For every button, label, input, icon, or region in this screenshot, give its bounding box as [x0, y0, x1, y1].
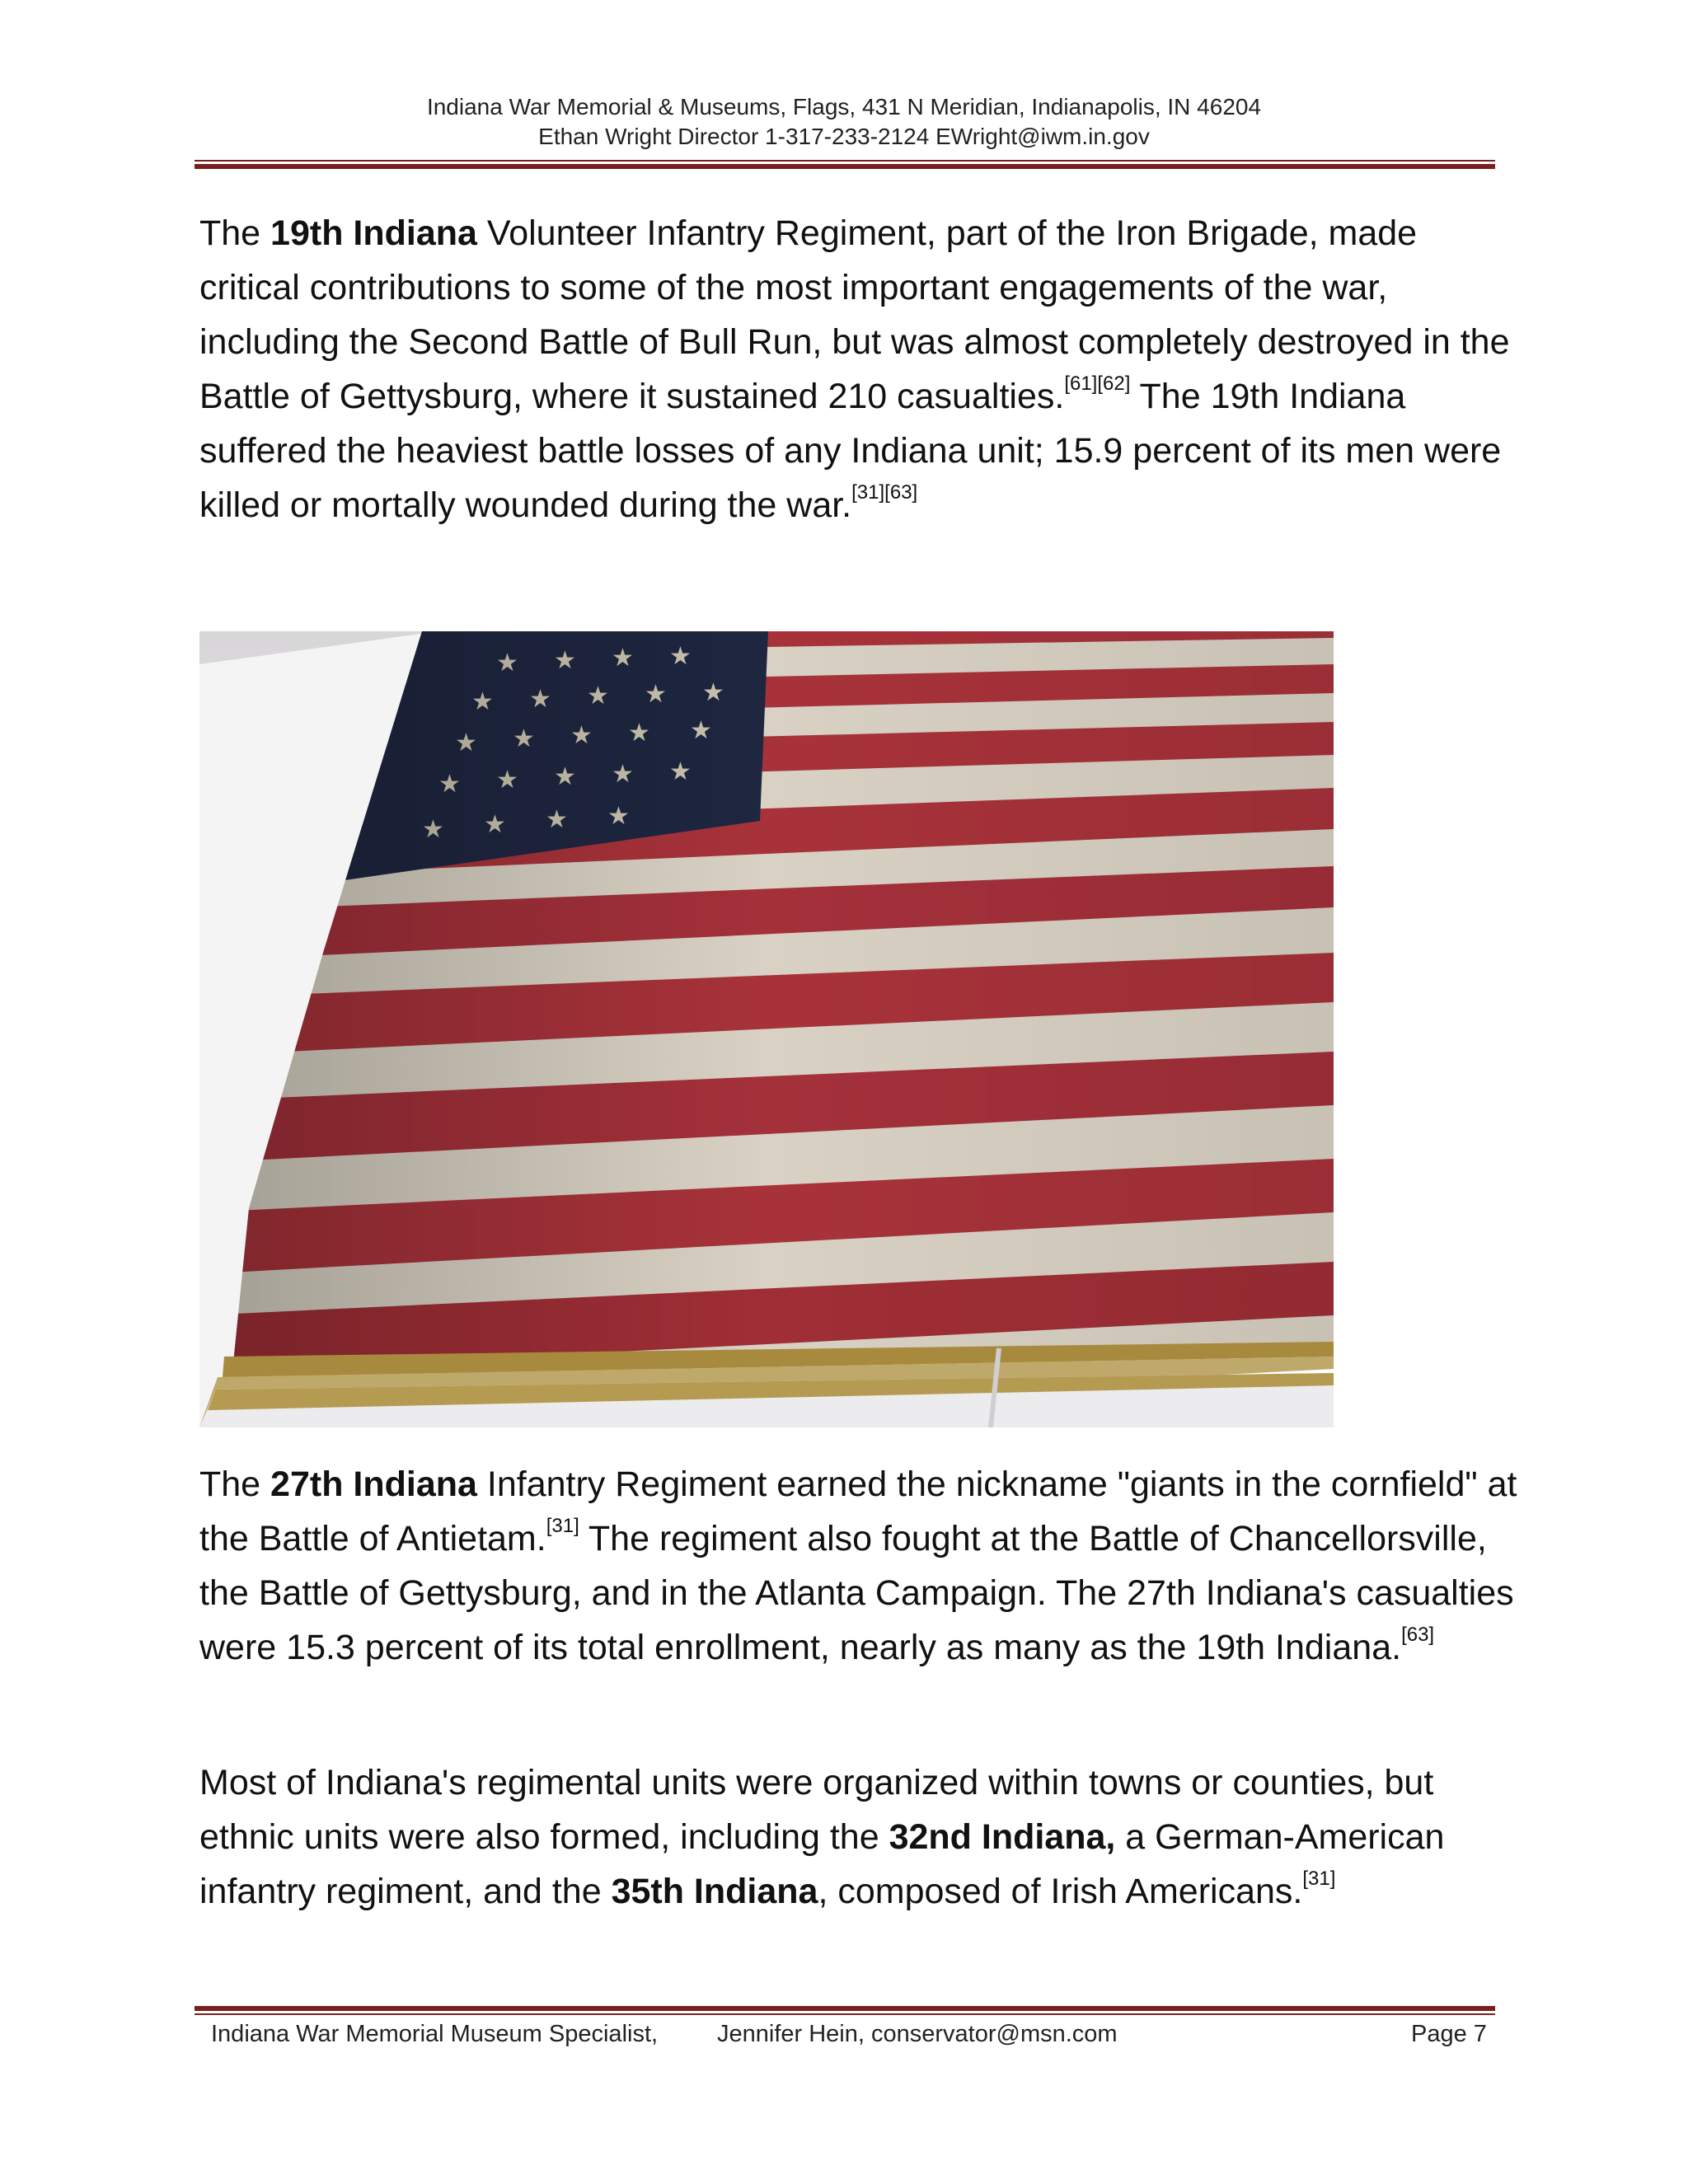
paragraph-27th-indiana: [199, 1457, 1518, 1675]
regiment-name: 27th Indiana: [270, 1465, 477, 1504]
text-span: Infantry Regiment earned the nickname "giants in the cornfield" at the Battle of Antietam.: [199, 1465, 1517, 1558]
header-rule-thick: [195, 164, 1495, 169]
page-header: [0, 92, 1688, 152]
page-number: Page 7: [1411, 2021, 1487, 2047]
citation-link[interactable]: [61][62]: [1064, 373, 1131, 395]
regiment-name: 35th Indiana: [611, 1872, 818, 1911]
text-span: , composed of Irish Americans.: [818, 1872, 1303, 1911]
footer-rule-thick: [195, 2006, 1495, 2011]
text-span: The: [199, 213, 271, 253]
flag-icon: [199, 631, 1334, 1427]
citation-link[interactable]: [63]: [1401, 1624, 1435, 1646]
regiment-name: 19th Indiana: [270, 213, 477, 253]
header-line-2: Ethan Wright Director 1-317-233-2124 EWright@iwm.in.gov: [538, 124, 1150, 149]
footer-middle: Jennifer Hein, conservator@msn.com: [717, 2021, 1118, 2047]
footer-rule-thin: [195, 2013, 1495, 2015]
text-span: Volunteer Infantry Regiment, part of the Iron Brigade, made critical contributions to some of the most important engagements of the war, including the Second Battle of Bull Run, but was almost completely destroyed in the Battle of Gettysburg, where it sustained 210 casualties.: [199, 213, 1510, 416]
regiment-name: 32nd Indiana,: [889, 1817, 1116, 1857]
citation-link[interactable]: [31]: [546, 1515, 579, 1537]
text-span: Most of Indiana's regimental units were organized within towns or counties, but ethnic units were also formed, including the: [199, 1763, 1434, 1857]
header-rule-thin: [195, 160, 1495, 162]
text-span: The: [199, 1465, 271, 1504]
citation-link[interactable]: [31]: [1302, 1868, 1336, 1890]
text-span: The regiment also fought at the Battle of Chancellorsville, the Battle of Gettysburg, and in the Atlanta Campaign. The 27th Indiana's casualties were 15.3 percent of its total enrollment, nearly as many as the 19th Indiana.: [199, 1519, 1514, 1667]
text-span: The 19th Indiana suffered the heaviest battle losses of any Indiana unit; 15.9 percent of its men were killed or mortally wounded during the war.: [199, 377, 1502, 525]
text-span: a German-American infantry regiment, and the: [199, 1817, 1445, 1911]
header-line-1: Indiana War Memorial & Museums, Flags, 431 N Meridian, Indianapolis, IN 46204: [426, 94, 1262, 120]
footer-left: Indiana War Memorial Museum Specialist,: [211, 2021, 659, 2047]
paragraph-19th-indiana: [199, 206, 1518, 532]
citation-link[interactable]: [31][63]: [851, 481, 918, 504]
flag-photo: [199, 631, 1334, 1427]
paragraph-ethnic-units: [199, 1755, 1518, 1919]
